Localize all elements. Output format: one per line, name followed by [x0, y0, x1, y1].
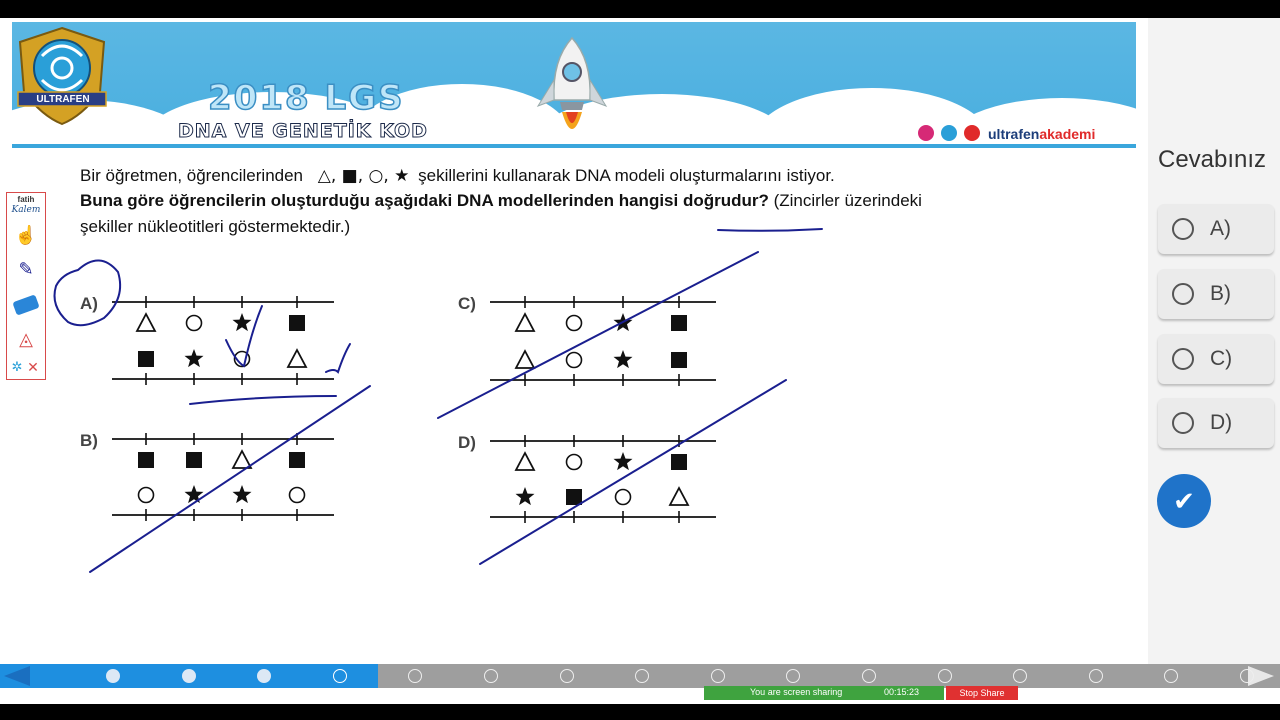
slide-dot-9[interactable] — [711, 669, 725, 683]
question-note: (Zincirler üzerindeki — [773, 191, 922, 210]
radio-icon — [1172, 283, 1194, 305]
share-timer: 00:15:23 — [884, 687, 920, 697]
radio-icon — [1172, 412, 1194, 434]
star-nucleotide-icon — [233, 313, 252, 331]
star-nucleotide-icon — [233, 485, 252, 503]
question-line-3: şekiller nükleotitleri göstermektedir.) — [80, 217, 351, 236]
triangle-nucleotide-icon — [516, 314, 534, 331]
answer-choice-label: B) — [1210, 282, 1231, 305]
star-nucleotide-icon — [614, 313, 633, 331]
circle-nucleotide-icon — [567, 353, 582, 368]
radio-icon — [1172, 218, 1194, 240]
radio-icon — [1172, 348, 1194, 370]
slide-dot-8[interactable] — [635, 669, 649, 683]
slide-dot-6[interactable] — [484, 669, 498, 683]
slide-dot-12[interactable] — [938, 669, 952, 683]
answer-choice-b[interactable] — [1158, 269, 1274, 319]
option-label: B) — [80, 431, 98, 450]
slide-dot-11[interactable] — [862, 669, 876, 683]
question-prompt: Buna göre öğrencilerin oluşturduğu aşağıdaki DNA modellerinden hangisi doğrudur? — [80, 191, 769, 210]
shapes-icon[interactable]: ◬ — [19, 329, 33, 349]
slide-dot-7[interactable] — [560, 669, 574, 683]
triangle-nucleotide-icon — [233, 451, 251, 468]
triangle-nucleotide-icon — [516, 453, 534, 470]
triangle-nucleotide-icon — [288, 350, 306, 367]
circle-nucleotide-icon — [290, 488, 305, 503]
square-nucleotide-icon — [671, 352, 687, 368]
square-nucleotide-icon — [566, 489, 582, 505]
slide-dot-10[interactable] — [786, 669, 800, 683]
slide-dot-1[interactable] — [106, 669, 120, 683]
toolbar-brand — [7, 195, 45, 215]
page-subtitle: DNA VE GENETİK KOD — [178, 120, 428, 142]
star-nucleotide-icon — [614, 452, 633, 470]
answer-choice-c[interactable] — [1158, 334, 1274, 384]
slide-dot-2[interactable] — [182, 669, 196, 683]
page-title: 2018 LGS — [208, 78, 405, 118]
share-status-text: You are screen sharing — [750, 687, 843, 697]
toolbar-brand-bottom: Kalem — [11, 205, 41, 215]
square-nucleotide-icon — [138, 452, 154, 468]
toolbar-brand-top: fatih — [17, 195, 35, 204]
circle-nucleotide-icon — [567, 455, 582, 470]
slide-dot-4[interactable] — [333, 669, 347, 683]
circle-nucleotide-icon — [235, 352, 250, 367]
nucleotide-symbols: △, ■, ○, ★ — [317, 166, 410, 186]
stop-share-button[interactable]: Stop Share — [946, 686, 1018, 700]
brand-name-part2: akademi — [1039, 126, 1096, 142]
square-nucleotide-icon — [671, 454, 687, 470]
star-nucleotide-icon — [614, 350, 633, 368]
slide-dot-13[interactable] — [1013, 669, 1027, 683]
fatih-kalem-toolbar — [6, 192, 46, 380]
answer-panel-heading: Cevabınız — [1158, 146, 1267, 173]
answer-choice-label: D) — [1210, 411, 1233, 434]
answer-choice-label: C) — [1210, 347, 1233, 370]
option-label: D) — [458, 433, 476, 452]
brand-name-part1: ultrafen — [988, 126, 1040, 142]
slide-dot-15[interactable] — [1164, 669, 1178, 683]
star-nucleotide-icon — [185, 349, 204, 367]
star-nucleotide-icon — [185, 485, 204, 503]
circle-nucleotide-icon — [139, 488, 154, 503]
circle-nucleotide-icon — [187, 316, 202, 331]
option-label: C) — [458, 294, 476, 313]
square-nucleotide-icon — [289, 315, 305, 331]
slide-progress-bar — [0, 664, 1280, 688]
screen-share-bar — [704, 686, 944, 700]
slide-dot-5[interactable] — [408, 669, 422, 683]
question-task: şekillerini kullanarak DNA modeli oluşturmalarını istiyor. — [418, 166, 835, 185]
star-nucleotide-icon — [516, 487, 535, 505]
slide-dot-16[interactable] — [1240, 669, 1254, 683]
settings-icon[interactable]: ✲ — [11, 359, 23, 374]
answer-choice-a[interactable] — [1158, 204, 1274, 254]
slide-dot-14[interactable] — [1089, 669, 1103, 683]
circle-nucleotide-icon — [616, 490, 631, 505]
question-intro: Bir öğretmen, öğrencilerinden — [80, 166, 304, 185]
prev-slide-button[interactable] — [4, 666, 30, 686]
triangle-nucleotide-icon — [137, 314, 155, 331]
pointer-hand-icon[interactable]: ☝ — [14, 225, 38, 245]
square-nucleotide-icon — [671, 315, 687, 331]
check-icon: ✔ — [1173, 486, 1195, 516]
triangle-nucleotide-icon — [670, 488, 688, 505]
triangle-nucleotide-icon — [516, 351, 534, 368]
close-icon[interactable]: ✕ — [27, 359, 39, 375]
answer-choice-d[interactable] — [1158, 398, 1274, 448]
circle-nucleotide-icon — [567, 316, 582, 331]
answer-choice-label: A) — [1210, 217, 1231, 240]
square-nucleotide-icon — [186, 452, 202, 468]
eraser-icon[interactable] — [11, 291, 41, 319]
submit-answer-button[interactable] — [1157, 474, 1211, 528]
square-nucleotide-icon — [138, 351, 154, 367]
square-nucleotide-icon — [289, 452, 305, 468]
logo-text: ULTRAFEN — [36, 94, 90, 105]
option-label: A) — [80, 294, 98, 313]
pen-icon[interactable]: ✎ — [18, 259, 34, 279]
